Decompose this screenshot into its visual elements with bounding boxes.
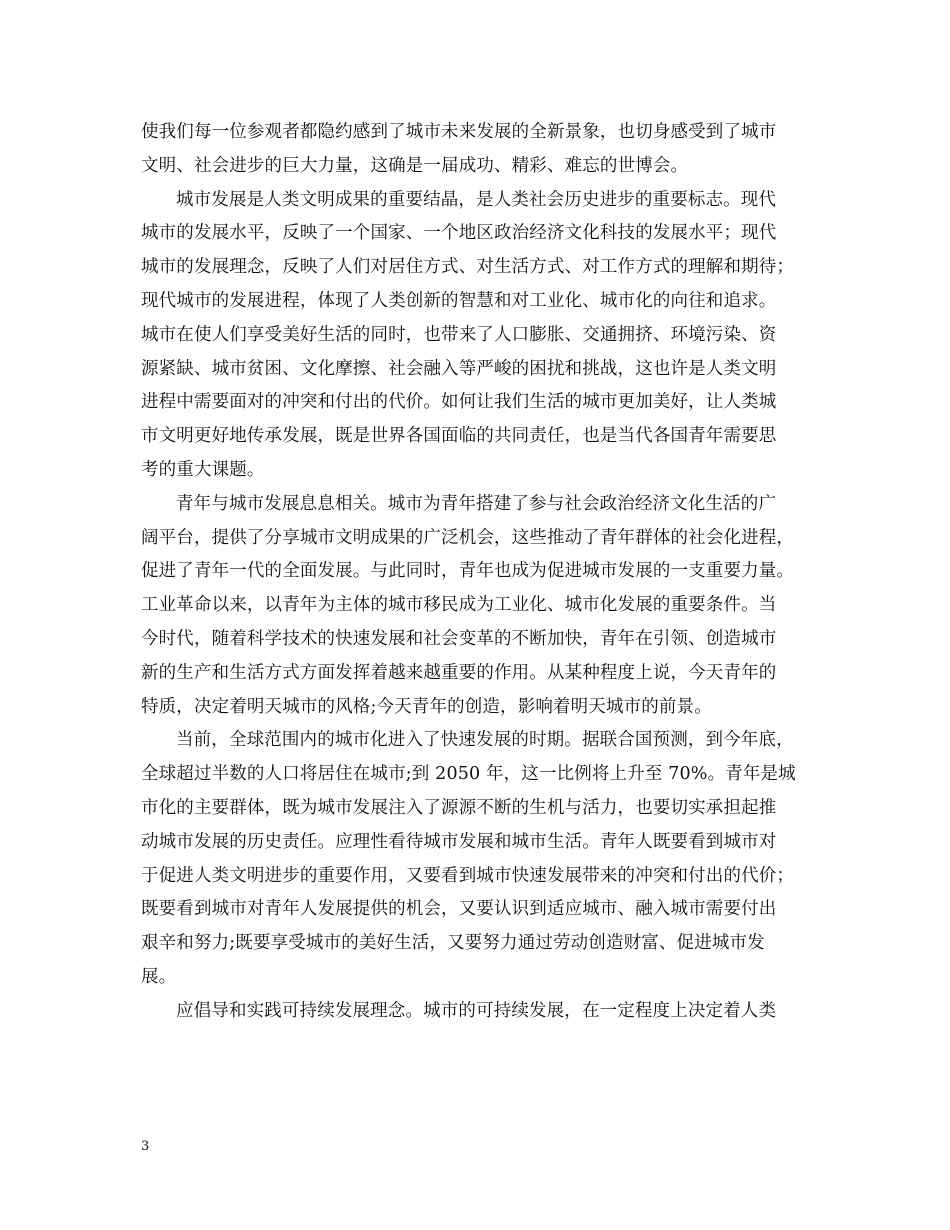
text-line: 阔平台，提供了分享城市文明成果的广泛机会，这些推动了青年群体的社会化进程，	[141, 527, 795, 548]
text-line: 现代城市的发展进程，体现了人类创新的智慧和对工业化、城市化的向往和追求。	[141, 290, 777, 311]
text-line: 特质，决定着明天城市的风格;今天青年的创造，影响着明天城市的前景。	[141, 696, 712, 717]
paragraph-first-line: 当前，全球范围内的城市化进入了快速发展的时期。据联合国预测，到今年底，	[176, 730, 794, 751]
text-line: 既要看到城市对青年人发展提供的机会，又要认识到适应城市、融入城市需要付出	[141, 899, 777, 920]
paragraph-first-line: 青年与城市发展息息相关。城市为青年搭建了参与社会政治经济文化生活的广	[176, 493, 777, 514]
text-line: 动城市发展的历史责任。应理性看待城市发展和城市生活。青年人既要看到城市对	[141, 831, 777, 852]
body-text	[141, 116, 831, 1029]
text-line: 城市在使人们享受美好生活的同时，也带来了人口膨胀、交通拥挤、环境污染、资	[141, 324, 777, 345]
text-line: 工业革命以来，以青年为主体的城市移民成为工业化、城市化发展的重要条件。当	[141, 595, 777, 616]
text-line: 文明、社会进步的巨大力量，这确是一届成功、精彩、难忘的世博会。	[141, 155, 689, 176]
page-number: 3	[141, 1139, 150, 1154]
text-line: 市化的主要群体，既为城市发展注入了源源不断的生机与活力，也要切实承担起推	[141, 797, 777, 818]
text-line: 源紧缺、城市贫困、文化摩擦、社会融入等严峻的困扰和挑战，这也许是人类文明	[141, 358, 777, 379]
text-line: 使我们每一位参观者都隐约感到了城市未来发展的全新景象，也切身感受到了城市	[141, 122, 777, 142]
text-line: 艰辛和努力;既要享受城市的美好生活，又要努力通过劳动创造财富、促进城市发	[141, 933, 765, 954]
text-line: 新的生产和生活方式方面发挥着越来越重要的作用。从某种程度上说，今天青年的	[141, 662, 777, 683]
text-line: 促进了青年一代的全面发展。与此同时，青年也成为促进城市发展的一支重要力量。	[141, 561, 795, 582]
text-line: 市文明更好地传承发展，既是世界各国面临的共同责任，也是当代各国青年需要思	[141, 426, 777, 447]
text-line: 城市的发展水平，反映了一个国家、一个地区政治经济文化科技的发展水平；现代	[141, 223, 777, 244]
text-line: 今时代，随着科学技术的快速发展和社会变革的不断加快，青年在引领、创造城市	[141, 628, 777, 649]
text-line: 于促进人类文明进步的重要作用，又要看到城市快速发展带来的冲突和付出的代价；	[141, 865, 795, 886]
text-line: 全球超过半数的人口将居住在城市;到 2050 年，这一比例将上升至 70%。青年是城	[141, 764, 796, 785]
text-line: 展。	[141, 966, 177, 987]
paragraph-first-line: 城市发展是人类文明成果的重要结晶，是人类社会历史进步的重要标志。现代	[176, 189, 777, 210]
text-line: 城市的发展理念，反映了人们对居住方式、对生活方式、对工作方式的理解和期待；	[141, 257, 795, 278]
paragraph-first-line: 应倡导和实践可持续发展理念。城市的可持续发展，在一定程度上决定着人类	[176, 1000, 777, 1021]
text-line: 考的重大课题。	[141, 459, 265, 480]
text-line: 进程中需要面对的冲突和付出的代价。如何让我们生活的城市更加美好，让人类城	[141, 392, 777, 413]
